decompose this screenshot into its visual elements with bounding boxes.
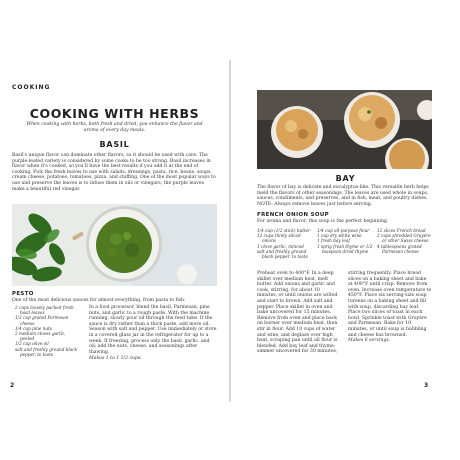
ingredient-item: 1 fresh bay leaf [317,238,350,244]
onion-soup-ingredients-col1 [257,228,312,259]
ingredient-item: 1 clove garlic, minced [257,243,304,249]
onion-soup-photo [257,90,432,169]
pesto-method-text: In a food processor, blend the basil, Parmesan, pine nuts, and garlic to a rough paste. With the machine running, slowly pour oil through the feed tube. If the sauce is dry rather than a thick paste, add more oil. Season with salt and pepper. Use immediately or store in a covered glass jar in the refrigerator for up to a week. If freezing, process only the basil, garlic, and oil; add the nuts, cheese, and seasonings after thawing. [89,305,217,355]
ingredient-item: 1/2 cup olive oil [15,341,49,347]
ingredient-item: 1/4 cup (1/2 stick) butter [257,228,311,233]
ingredient-item: salt and freshly ground black pepper, to taste [257,248,308,260]
ingredient-item: 1/4 cup all-purpose flour [317,228,370,233]
onion-soup-yield: Makes 6 servings. [348,338,391,344]
onion-soup-ingredients-col2 [317,228,373,254]
page-subtitle: When cooking with herbs, both fresh and dried, you enhance the flavor and aroma of every day meals. [26,122,203,133]
page-number-left: 2 [10,382,15,389]
ingredient-item: 1 sprig fresh thyme or 1/2 teaspoon dried thyme [317,243,373,254]
ingredient-item: 1 cup dry white wine [317,233,362,239]
recipe-title-onion-soup: FRENCH ONION SOUP [257,212,330,218]
pesto-yield: Makes 1 to 1 1/2 cups. [89,356,142,362]
left-page-content [0,60,229,402]
ingredient-item: salt and freshly ground black pepper, to taste [15,346,78,357]
ingredient-item: 12 cups thinly sliced onions [257,233,301,244]
running-head: COOKING [12,84,51,91]
section-heading-bay: BAY [335,174,356,183]
right-page-content [231,60,460,402]
basil-intro: Basil's unique flavor can dominate other flavors, so it should be used with care. The purple-leafed variety is considered by some cooks to be too strong. Basil increases in flavor when it's cooked, so you'll have the best results if you add it at the end of cooking. Pick the fresh leaves to use with salads, dressings, pasta, rice, beans, soups, cream cheese, potatoes, tomatoes, pizza, and stuffing. One of the most popular ways to use and preserve the leaves is to infuse them in oils or vinegars; the purple leaves make a beautiful red vinegar. [12,153,216,192]
onion-soup-illustration [257,90,432,169]
page-title: COOKING WITH HERBS [29,106,200,121]
ingredient-item: 2 cups shredded Gruyère or other Swiss cheese [377,233,431,244]
ingredient-item: 1/2 cup grated Parmesan cheese [15,315,69,326]
ingredient-item: 4 tablespoons grated Parmesan cheese [377,243,422,254]
onion-soup-ingredients-col3 [377,228,433,254]
ingredient-item: 2 medium cloves garlic, peeled [15,331,66,342]
ingredient-item: 2 cups loosely packed fresh basil leaves [15,305,74,316]
ingredient-item: 12 slices French bread [377,228,426,233]
pesto-illustration [12,204,217,286]
onion-soup-method-text: stirring frequently. Place bread slices on a baking sheet and bake at 400°F until crisp. Remove from oven. Increase oven temperature to 450°F. Place six serving-size soup tureens on a baking sheet and fill with soup, discarding bay leaf. Place two slices of toast in each bowl. Sprinkle toast with Gruyère and Parmesan. Bake for 10 minutes, or until soup is bubbling and cheese has browned. [348,271,432,338]
pesto-photo [12,204,217,286]
pesto-ingredients [15,305,79,357]
bay-intro-text: The flavor of bay is delicate and eucalyptus-like. This versatile herb helps meld the flavors of other seasonings. The leaves are used whole in soups, sauces, condiments, and preserves, and in fish, meat, and poultry dishes. [257,185,429,202]
ingredient-item: 1/4 cup pine nuts [15,325,52,331]
recipe-title-pesto: PESTO [12,291,34,297]
bay-intro [257,185,432,207]
page-number-right: 3 [424,382,429,389]
onion-soup-intro: For aroma and flavor, this soup is the perfect beginning. [257,219,389,224]
pesto-method [89,305,217,362]
bay-note: NOTE: Always remove leaves just before serving. [257,201,373,207]
pesto-intro: One of the most delicious sauces for almost everything, from pasta to fish. [12,298,186,303]
onion-soup-method-col2 [348,271,432,344]
onion-soup-method-col1: Preheat oven to 400°F. In a deep skillet over medium heat, melt butter. Add onions and garlic and cook, stirring, for about 10 minutes, or until onions are wilted and start to brown. Add salt and pepper. Place skillet in oven and bake uncovered for 15 minutes. Remove from oven and place back on burner over medium heat, then stir in flour. Add 10 cups of water and wine, and deglaze over high heat, scraping pan until all flour is blended. Add bay leaf and thyme; simmer uncovered for 30 minutes, [257,271,338,355]
section-heading-basil: BASIL [99,140,130,149]
